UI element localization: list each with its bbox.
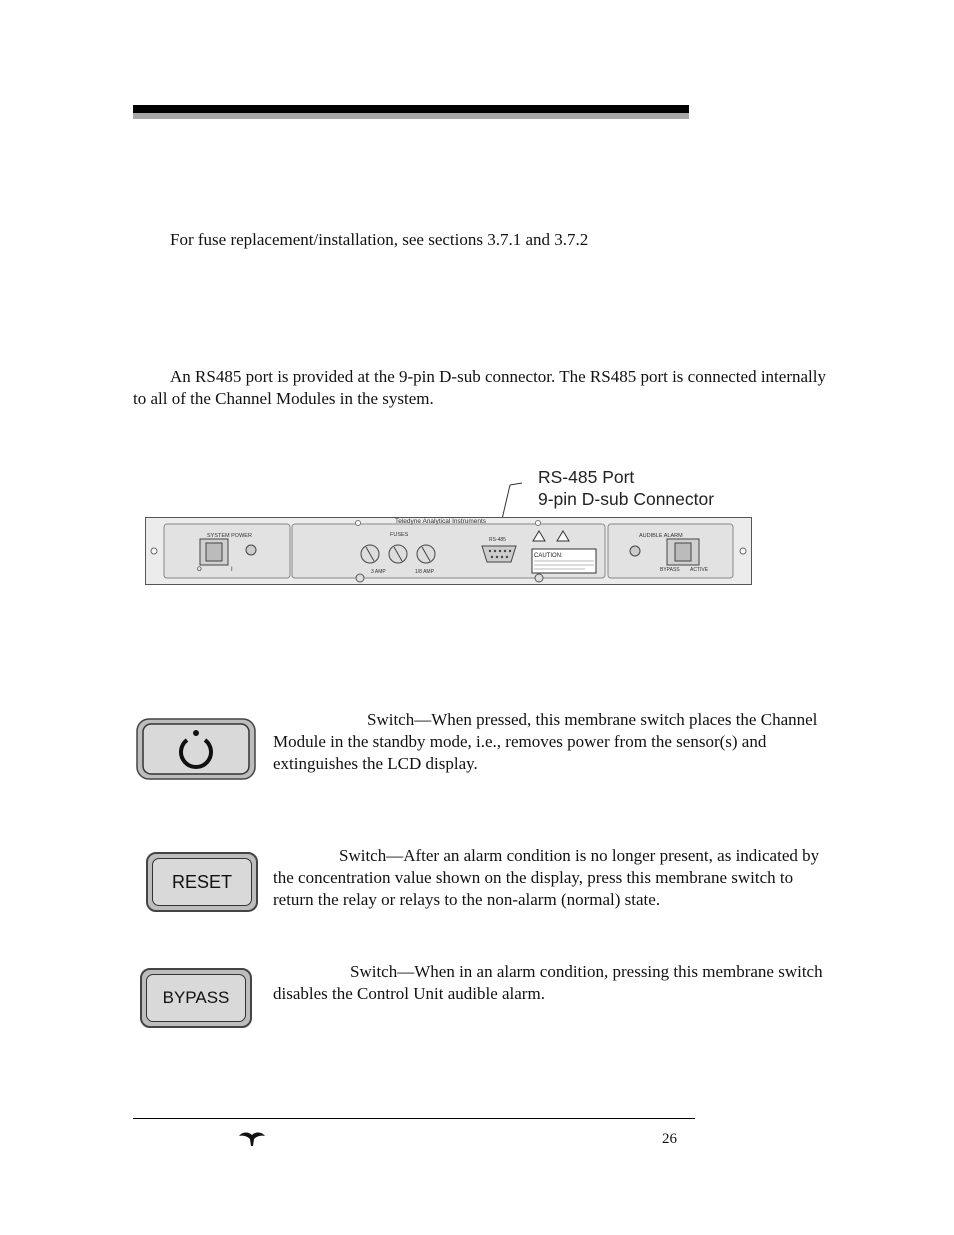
callout-line-1: RS-485 Port	[538, 467, 635, 487]
panel-caution: CAUTION:	[534, 553, 563, 559]
panel-rs485-label: RS-485	[489, 537, 506, 543]
reset-description: Switch—After an alarm condition is no longer present, as indicated by the concentration value shown on the display, press this membrane switch to return the relay or relays to the non-alarm (normal) state.	[273, 846, 820, 909]
panel-active-label: ACTIVE	[690, 567, 709, 573]
panel-power-off: O	[197, 567, 202, 573]
panel-fuse-18amp: 1/8 AMP	[415, 569, 434, 575]
standby-button[interactable]	[135, 716, 257, 782]
footer-rule	[133, 1118, 695, 1119]
header-rule	[133, 105, 689, 113]
fuse-paragraph: For fuse replacement/installation, see sections 3.7.1 and 3.7.2	[170, 230, 589, 249]
panel-fuses-label: FUSES	[390, 532, 409, 538]
panel-system-power-label: SYSTEM POWER	[207, 533, 252, 539]
panel-power-on: I	[231, 567, 233, 573]
bypass-button[interactable]	[140, 968, 252, 1028]
reset-button[interactable]	[146, 852, 258, 912]
callout-line-2: 9-pin D-sub Connector	[538, 489, 715, 509]
teledyne-logo-icon	[238, 1131, 266, 1147]
figure-callout	[538, 466, 714, 510]
page-number: 26	[662, 1131, 677, 1147]
panel-fuse-3amp: 3 AMP	[371, 569, 386, 575]
rear-panel-figure	[145, 517, 752, 585]
panel-brand: Teledyne Analytical Instruments	[395, 518, 487, 525]
bypass-button-label: BYPASS	[146, 974, 246, 1022]
panel-bypass-label: BYPASS	[660, 567, 680, 573]
bypass-description: Switch—When in an alarm condition, pressing this membrane switch disables the Control Unit audible alarm.	[273, 962, 823, 1003]
reset-button-label: RESET	[152, 858, 252, 906]
rs485-paragraph: An RS485 port is provided at the 9-pin D-sub connector. The RS485 port is connected internally to all of the Channel Modules in the system.	[133, 367, 826, 408]
header-rule-shadow	[133, 113, 689, 119]
panel-audible-alarm-label: AUDIBLE ALARM	[639, 533, 683, 539]
standby-description: Switch—When pressed, this membrane switch places the Channel Module in the standby mode, i.e., removes power from the sensor(s) and extinguishes the LCD display.	[273, 710, 818, 773]
